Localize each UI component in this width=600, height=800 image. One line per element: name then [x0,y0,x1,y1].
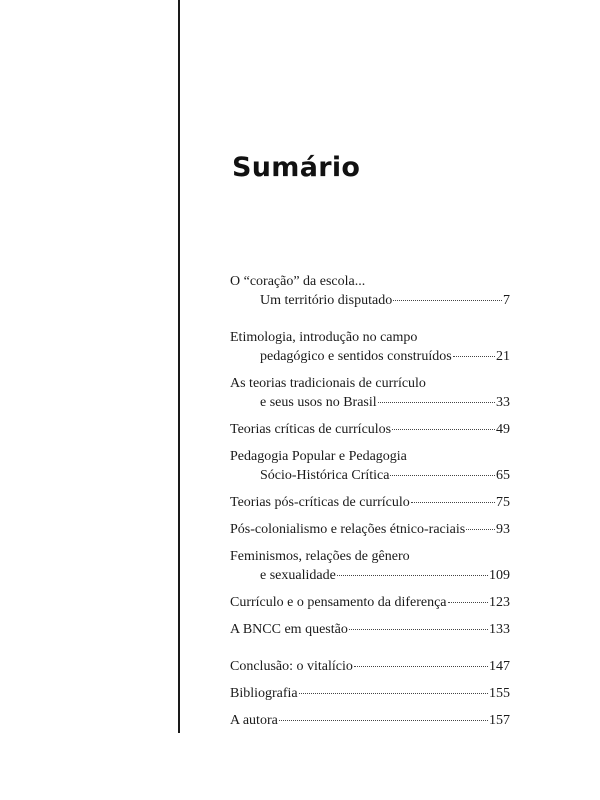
toc-entry[interactable] [230,447,510,485]
toc-entry[interactable] [230,520,510,539]
toc-page-number: 133 [489,622,510,637]
toc-entry-title: Teorias pós-críticas de currículo [230,495,410,510]
toc-entry[interactable] [230,272,510,310]
toc-entry-title: Conclusão: o vitalício [230,659,353,674]
toc-page-number: 93 [496,522,510,537]
toc-page-number: 49 [496,422,510,437]
leader-dots [393,300,502,301]
toc-entry[interactable] [230,374,510,412]
toc-entry[interactable] [230,620,510,639]
toc-entry-title: Pós-colonialismo e relações étnico-raciais [230,522,466,537]
toc-entry[interactable] [230,711,510,730]
toc-page-number: 155 [489,686,510,701]
leader-dots [378,402,495,403]
toc-entry-title: Bibliografia [230,686,298,701]
toc-entry-title: Currículo e o pensamento da diferença [230,595,447,610]
toc-entry[interactable] [230,657,510,676]
toc-page-number: 7 [503,293,510,308]
toc-entry[interactable] [230,547,510,585]
page-title: Sumário [232,152,361,183]
toc-entry-title: Sócio-Histórica Crítica [260,468,390,483]
toc-entry[interactable] [230,328,510,366]
leader-dots [448,602,488,603]
toc-page-number: 157 [489,713,510,728]
toc-page-number: 33 [496,395,510,410]
toc-entry-title: A BNCC em questão [230,622,348,637]
margin-rule [178,0,180,733]
toc-entry-title: Um território disputado [260,293,393,308]
table-of-contents [230,264,510,730]
toc-entry-title: Teorias críticas de currículos [230,422,392,437]
toc-entry-title: O “coração” da escola... [230,274,366,289]
toc-entry[interactable] [230,593,510,612]
leader-dots [349,629,488,630]
leader-dots [392,429,495,430]
toc-entry-title: Feminismos, relações de gênero [230,549,410,564]
toc-entry[interactable] [230,493,510,512]
toc-page-number: 109 [489,568,510,583]
toc-entry[interactable] [230,684,510,703]
toc-entry-title: Etimologia, introdução no campo [230,330,418,345]
leader-dots [279,720,488,721]
toc-entry-title: pedagógico e sentidos construídos [260,349,452,364]
leader-dots [337,575,488,576]
leader-dots [411,502,495,503]
toc-entry-title: A autora [230,713,278,728]
toc-entry-title: As teorias tradicionais de currículo [230,376,426,391]
toc-page-number: 65 [496,468,510,483]
toc-page-number: 147 [489,659,510,674]
toc-entry-title: Pedagogia Popular e Pedagogia [230,449,407,464]
toc-page-number: 123 [489,595,510,610]
toc-entry-title: e sexualidade [260,568,336,583]
leader-dots [299,693,488,694]
toc-entry-title: e seus usos no Brasil [260,395,377,410]
leader-dots [466,529,495,530]
toc-page-number: 21 [496,349,510,364]
leader-dots [354,666,488,667]
toc-entry[interactable] [230,420,510,439]
leader-dots [390,475,495,476]
toc-page-number: 75 [496,495,510,510]
leader-dots [453,356,495,357]
